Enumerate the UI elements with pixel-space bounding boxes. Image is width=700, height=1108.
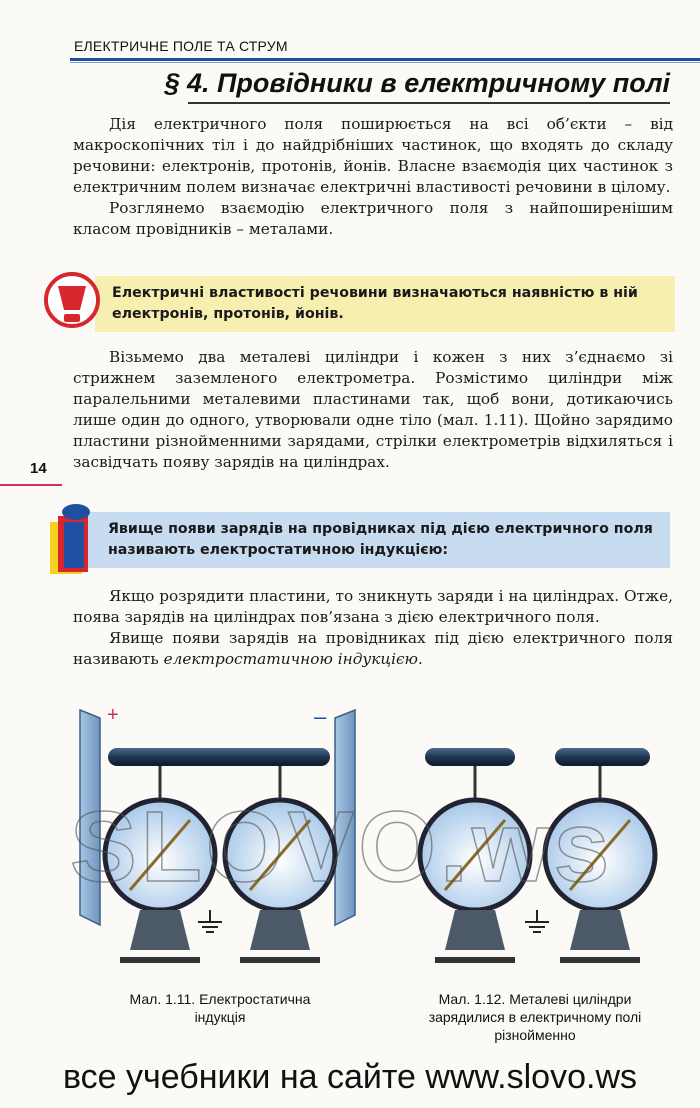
key-fact-text: Електричні властивості речовини визначаються наявністю в ній електронів, протонів, йонів. xyxy=(112,285,638,322)
paragraph-2: Розглянемо взаємодію електричного поля з найпоширенішим класом провідників – металами. xyxy=(73,199,673,238)
caption-fig-1-11-line2: індукція xyxy=(194,1009,246,1025)
minus-sign: – xyxy=(314,704,327,729)
paragraph-5 xyxy=(73,628,673,670)
joined-cylinders xyxy=(108,748,330,766)
conclusion-text xyxy=(73,586,673,670)
paragraph-5-end: . xyxy=(418,650,423,668)
section-title: § 4. Провідники в електричному полі xyxy=(164,68,670,98)
paragraph-5-start: Явище появи зарядів на провідниках під дією електричного поля називають xyxy=(73,629,673,668)
paragraph-4: Якщо розрядити пластини, то зникнуть заряди і на циліндрах. Отже, поява зарядів на циліндрах пов’язана з дією електричного поля. xyxy=(73,587,674,626)
plus-sign: + xyxy=(107,704,119,726)
ground-symbol xyxy=(198,910,222,932)
caption-fig-1-11 xyxy=(90,990,350,1026)
paragraph-1: Дія електричного поля поширюється на всі об’єкти – від макроскопічних тіл і до найдрібніших частинок, що входять до складу речовини: електронів, протонів, йонів. Власне взаємодія цих частинок з електричним полем визначає електричні властивості речовини в цілому. xyxy=(73,115,673,196)
attention-icon xyxy=(44,270,100,336)
title-underline xyxy=(188,102,670,104)
definition-text: Явище появи зарядів на провідниках під дією електричного поля називають електростатичною індукцією: xyxy=(108,521,653,558)
caption-fig-1-11-line1: Мал. 1.11. Електростатична xyxy=(129,991,311,1007)
caption-fig-1-12-line1: Мал. 1.12. Металеві циліндри xyxy=(438,991,632,1007)
cylinder-right xyxy=(555,748,650,766)
intro-text xyxy=(73,114,673,240)
watermark: SLOVO.ws xyxy=(70,791,614,903)
caption-fig-1-12-line3: різнойменно xyxy=(494,1027,576,1043)
paragraph-3: Візьмемо два металеві циліндри і кожен з них з’єднаємо зі стрижнем заземленого електрометра. Розмістимо циліндри між паралельними металевими пластинами так, щоб вони, дотикаючись лише один до одного, утворювали одне тіло (мал. 1.11). Щойно зарядимо пластини різнойменними зарядами, стрілки електрометрів відхиляться і засвідчать появу зарядів на циліндрах. xyxy=(73,348,673,471)
header-divider-thin xyxy=(70,62,700,63)
footer-site-link: все учебники на сайте www.slovo.ws xyxy=(62,1058,637,1096)
ground-symbol-2 xyxy=(525,910,549,932)
caption-fig-1-12-line2: зарядилися в електричному полі xyxy=(428,1009,642,1025)
info-icon xyxy=(44,502,96,578)
cylinder-left xyxy=(425,748,515,766)
experiment-text xyxy=(73,347,673,473)
chapter-header: ЕЛЕКТРИЧНЕ ПОЛЕ ТА СТРУМ xyxy=(74,38,288,54)
page-number: 14 xyxy=(30,460,47,477)
page-number-accent xyxy=(0,484,62,486)
header-divider xyxy=(70,58,700,61)
caption-fig-1-12 xyxy=(395,990,675,1044)
paragraph-5-term: електростатичною індукцією xyxy=(163,650,419,668)
